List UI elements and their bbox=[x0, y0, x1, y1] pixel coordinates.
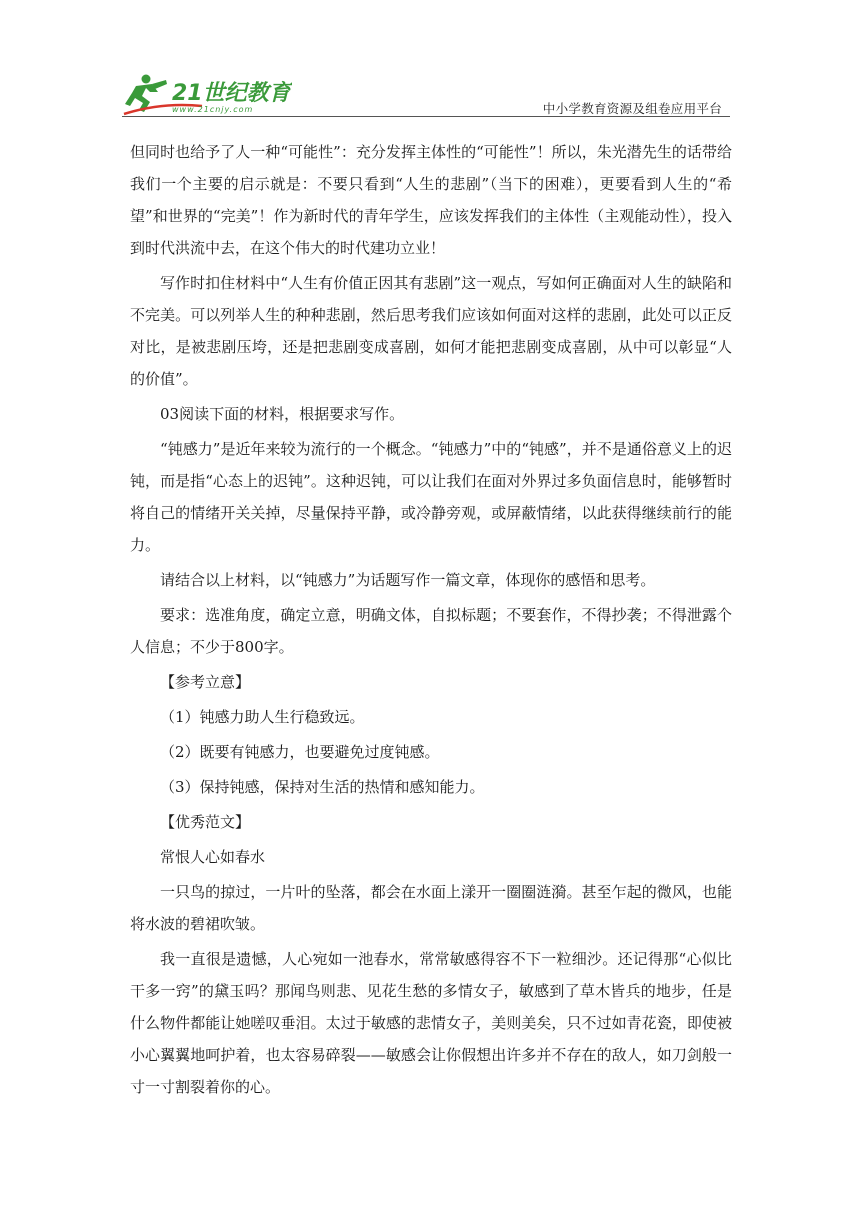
question-03-prompt: 03阅读下面的材料，根据要求写作。 bbox=[160, 405, 405, 423]
page-header bbox=[122, 72, 730, 118]
paragraph-continuation: 但同时也给予了人一种“可能性”：充分发挥主体性的“可能性”！所以，朱光潜先生的话带给我们一个主要的启示就是：不要只看到“人生的悲剧”（当下的困难），更要看到人生的“希望”和世界的“完美”！作为新时代的青年学生，应该发挥我们的主体性（主观能动性），投入到时代洪流中去，在这个伟大的时代建功立业！ bbox=[130, 143, 732, 257]
section-heading-model-essay: 【优秀范文】 bbox=[160, 813, 251, 831]
runner-logo-icon bbox=[122, 72, 292, 118]
writing-task: 请结合以上材料，以“钝感力”为话题写作一篇文章，体现你的感悟和思考。 bbox=[160, 571, 656, 589]
essay-title: 常恨人心如春水 bbox=[160, 848, 266, 866]
paragraph-writing-guidance: 写作时扣住材料中“人生有价值正因其有悲剧”这一观点，写如何正确面对人生的缺陷和不完美。可以列举人生的种种悲剧，然后思考我们应该如何面对这样的悲剧，此处可以正反对比，是被悲剧压垮，还是把悲剧变成喜剧，如何才能把悲剧变成喜剧，从中可以彰显“人的价值”。 bbox=[130, 274, 732, 388]
reference-idea-3: （3）保持钝感，保持对生活的热情和感知能力。 bbox=[160, 778, 485, 796]
header-divider bbox=[122, 116, 730, 117]
article-body bbox=[130, 136, 732, 1106]
site-logo[interactable] bbox=[122, 72, 292, 118]
header-tagline: 中小学教育资源及组卷应用平台 bbox=[542, 101, 722, 116]
material-dungan-li: “钝感力”是近年来较为流行的一个概念。“钝感力”中的“钝感”，并不是通俗意义上的迟钝，而是指“心态上的迟钝”。这种迟钝，可以让我们在面对外界过多负面信息时，能够暂时将自己的情绪开关关掉，尽量保持平静，或冷静旁观，或屏蔽情绪，以此获得继续前行的能力。 bbox=[130, 440, 732, 554]
essay-paragraph-1: 一只鸟的掠过，一片叶的坠落，都会在水面上漾开一圈圈涟漪。甚至乍起的微风，也能将水波的碧裙吹皱。 bbox=[130, 883, 732, 933]
writing-requirements: 要求：选准角度，确定立意，明确文体，自拟标题；不要套作，不得抄袭；不得泄露个人信息；不少于800字。 bbox=[130, 606, 732, 656]
svg-text:21世纪教育: 21世纪教育 bbox=[172, 81, 291, 106]
section-heading-reference-ideas: 【参考立意】 bbox=[160, 673, 251, 691]
essay-paragraph-2: 我一直很是遗憾，人心宛如一池春水，常常敏感得容不下一粒细沙。还记得那“心似比干多一窍”的黛玉吗？那闻鸟则悲、见花生愁的多情女子，敏感到了草木皆兵的地步，任是什么物件都能让她嗟叹垂泪。太过于敏感的悲情女子，美则美矣，只不过如青花瓷，即使被小心翼翼地呵护着，也太容易碎裂——敏感会让你假想出许多并不存在的敌人，如刀剑般一寸一寸割裂着你的心。 bbox=[130, 950, 732, 1096]
svg-text:www.21cnjy.com: www.21cnjy.com bbox=[172, 105, 254, 114]
reference-idea-2: （2）既要有钝感力，也要避免过度钝感。 bbox=[160, 743, 440, 761]
reference-idea-1: （1）钝感力助人生行稳致远。 bbox=[160, 708, 365, 726]
